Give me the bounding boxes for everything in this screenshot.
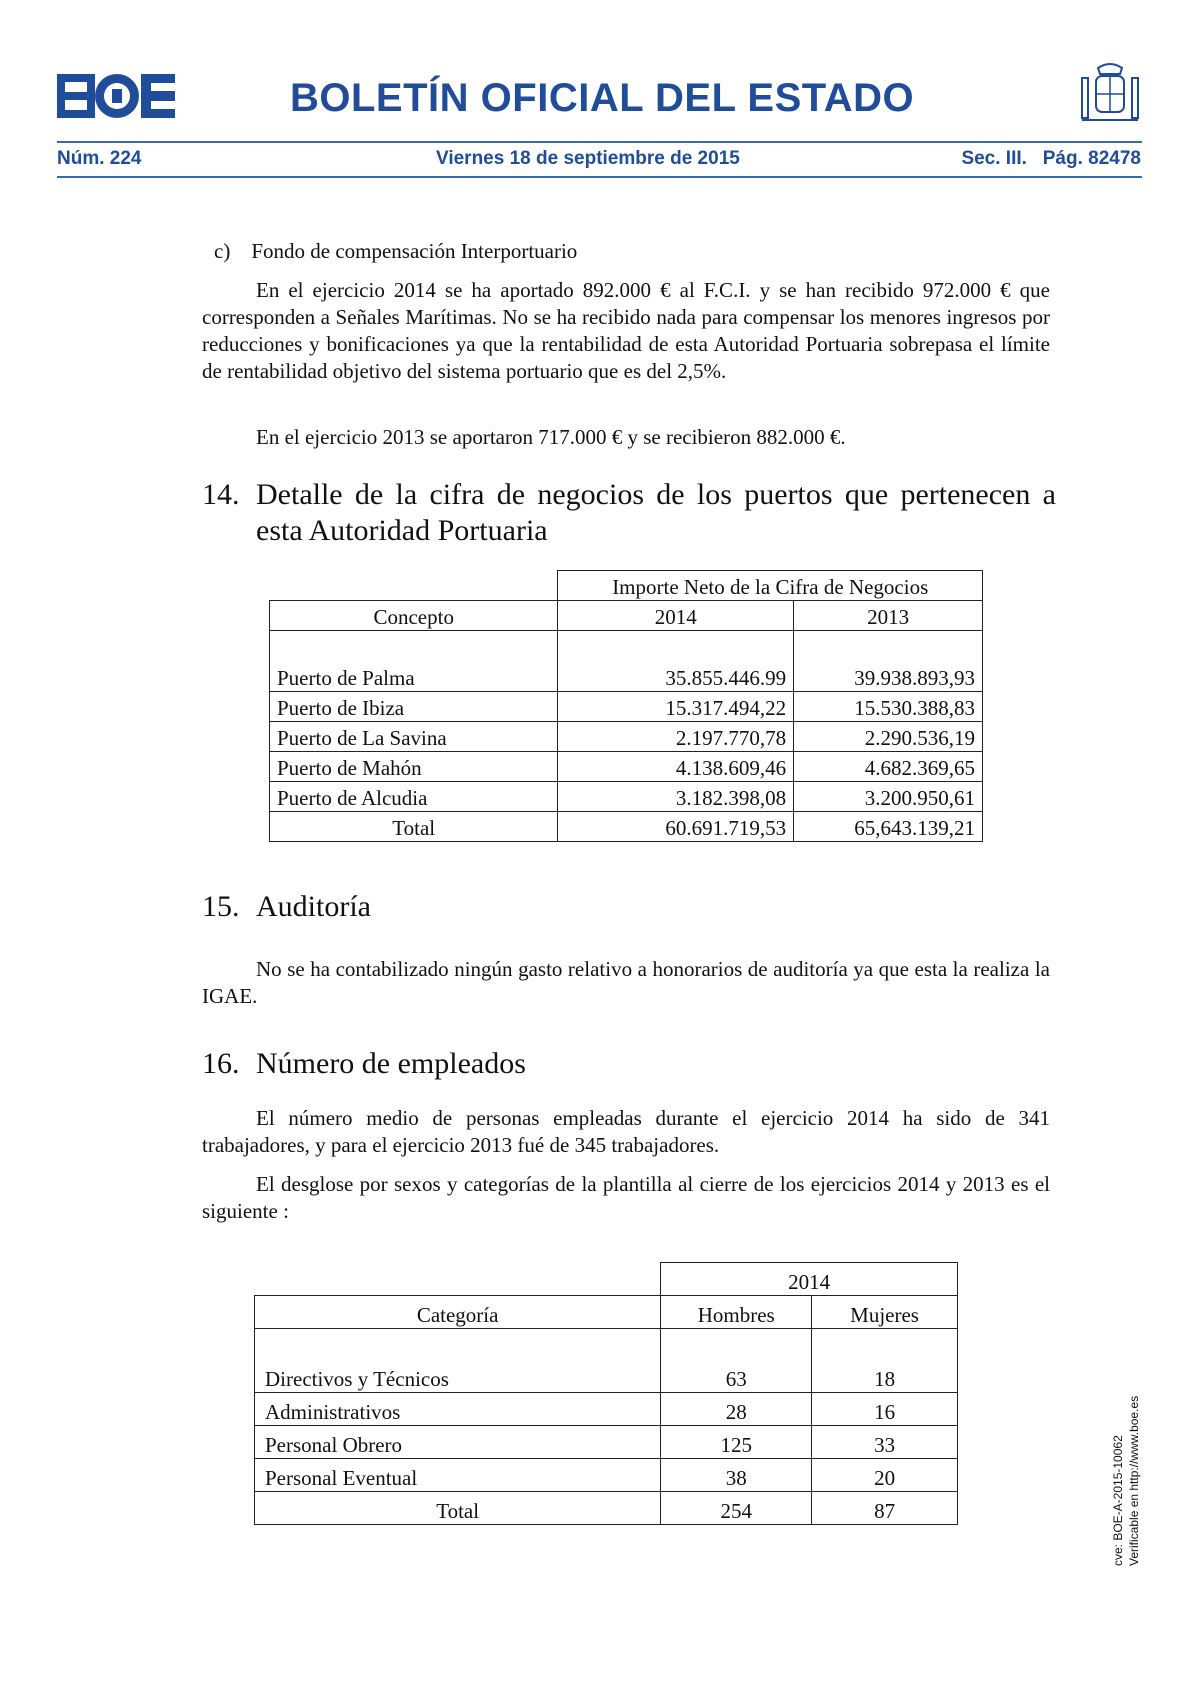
table-cell: 4.138.609,46 [558,752,794,782]
table-cell: Puerto de La Savina [270,722,558,752]
coat-of-arms-icon [1078,60,1142,130]
table-cell: Administrativos [255,1393,661,1426]
table-cell: Puerto de Ibiza [270,692,558,722]
boe-logo-icon [57,72,177,120]
table-cell: 254 [661,1492,812,1525]
paragraph: En el ejercicio 2013 se aportaron 717.000 € y se recibieron 882.000 €. [256,425,846,449]
table-cell: 3.200.950,61 [794,782,983,812]
table-cell: 20 [812,1459,958,1492]
paragraph: El desglose por sexos y categorías de la plantilla al cierre de los ejercicios 2014 y 2013 es el siguiente : [202,1172,1050,1223]
table-cell: Puerto de Alcudia [270,782,558,812]
table-header: 2014 [558,601,794,631]
table-cell: 33 [812,1426,958,1459]
table-cell: 4.682.369,65 [794,752,983,782]
section-title: Número de empleados [256,1047,526,1080]
masthead-title: BOLETÍN OFICIAL DEL ESTADO [290,76,915,120]
paragraph: En el ejercicio 2014 se ha aportado 892.000 € al F.C.I. y se han recibido 972.000 € que corresponden a Señales Marítimas. No se ha recibido nada para compensar los menores ingresos por reducciones y bonificaciones ya que la rentabilidad de esta Autoridad Portuaria sobrepasa el límite de rentabilidad objetivo del sistema portuario que es del 2,5%. [202,278,1050,383]
header-rule-top [57,141,1142,143]
table-row [270,782,983,812]
table-cell: 60.691.719,53 [558,812,794,842]
section-title: Detalle de la cifra de negocios de los puertos que pertenecen a esta Autoridad Portuaria [256,478,1056,547]
issue-date: Viernes 18 de septiembre de 2015 [436,148,740,169]
table-cell: 2.197.770,78 [558,722,794,752]
table-cell: 87 [812,1492,958,1525]
employees-table [254,1262,958,1525]
section-number: 15. [202,890,240,923]
table-total-row [270,812,983,842]
table-row [255,1426,958,1459]
table-header: Mujeres [812,1296,958,1329]
table-group-header: Importe Neto de la Cifra de Negocios [558,571,983,601]
table-cell: 38 [661,1459,812,1492]
table-cell: 15.530.388,83 [794,692,983,722]
table-cell: 2.290.536,19 [794,722,983,752]
table-row [270,722,983,752]
table-header: 2013 [794,601,983,631]
paragraph: El número medio de personas empleadas durante el ejercicio 2014 ha sido de 341 trabajadores, y para el ejercicio 2013 fué de 345 trabajadores. [202,1106,1050,1157]
section-title: Auditoría [256,890,371,923]
table-cell: Directivos y Técnicos [255,1329,661,1393]
table-cell: 65,643.139,21 [794,812,983,842]
table-cell: Personal Eventual [255,1459,661,1492]
table-row [255,1459,958,1492]
table-row [270,692,983,722]
section-number: 16. [202,1047,240,1080]
table-header: Categoría [255,1296,661,1329]
table-row [270,752,983,782]
table-cell: Puerto de Palma [270,631,558,692]
table-header: Concepto [270,601,558,631]
table-row [270,631,983,692]
section-number: 14. [202,478,240,511]
table-cell: 15.317.494,22 [558,692,794,722]
table-cell: Total [270,812,558,842]
table-cell: 18 [812,1329,958,1393]
table-cell: Puerto de Mahón [270,752,558,782]
section-page: Sec. III. Pág. 82478 [961,148,1141,169]
table-cell: 35.855.446.99 [558,631,794,692]
table-row [255,1393,958,1426]
table-cell: 28 [661,1393,812,1426]
table-header: Hombres [661,1296,812,1329]
subsection-c-title: c) Fondo de compensación Interportuario [214,239,578,263]
table-total-row [255,1492,958,1525]
table-cell: Total [255,1492,661,1525]
table-cell: 16 [812,1393,958,1426]
table-cell: Personal Obrero [255,1426,661,1459]
header-rule-bottom [57,176,1142,178]
table-cell: 3.182.398,08 [558,782,794,812]
paragraph: No se ha contabilizado ningún gasto relativo a honorarios de auditoría ya que esta la realiza la IGAE. [202,957,1050,1008]
table-row [255,1329,958,1393]
table-cell: 39.938.893,93 [794,631,983,692]
revenue-table [269,570,983,842]
cve-code: cve: BOE-A-2015-10062 [1111,1435,1125,1566]
table-cell: 63 [661,1329,812,1393]
verification-stamp [1110,1395,1142,1566]
table-cell: 125 [661,1426,812,1459]
issue-number: Núm. 224 [57,148,142,169]
table-group-header: 2014 [661,1263,958,1296]
verification-url: Verificable en http://www.boe.es [1127,1395,1141,1566]
